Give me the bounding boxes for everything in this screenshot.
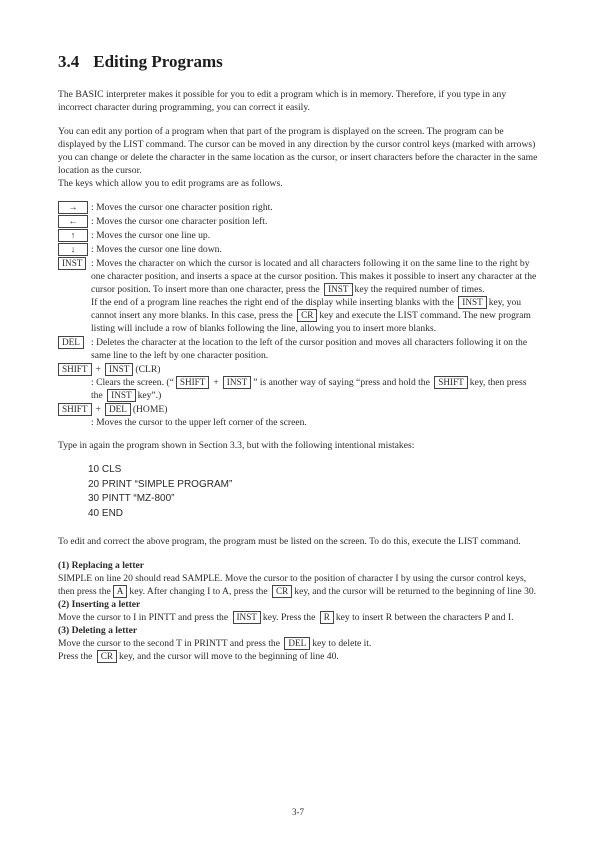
inst-key-inline: INST	[458, 296, 486, 309]
code-listing	[58, 463, 538, 521]
shift-key: SHIFT	[58, 363, 92, 376]
plus-sign: +	[213, 377, 219, 388]
code-line: 20 PRINT “SIMPLE PROGRAM”	[88, 478, 233, 490]
key-row-del	[58, 336, 538, 362]
up-arrow-key: ↑	[58, 229, 88, 242]
body-text: key. Press the	[262, 612, 316, 623]
body-text: Move the cursor to I in PINTT and press the	[58, 612, 229, 623]
inst-desc-text: key and execute the LIST command. The new program listing will include a row of blanks following the line, allowing you to insert more blanks.	[91, 310, 531, 334]
subsection-title: (1) Replacing a letter	[58, 560, 145, 571]
subsection-body	[58, 637, 538, 650]
r-key-inline: R	[320, 611, 334, 624]
inst-desc-text: key, you cannot insert any more blanks. In this case, press the	[91, 297, 522, 321]
del-key: DEL	[58, 336, 84, 349]
down-arrow-key: ↓	[58, 243, 88, 256]
body-text: SIMPLE on line 20 should read SAMPLE. Move the cursor to the position of character I by using the cursor control keys, then press the	[58, 573, 527, 597]
key-desc-inst	[91, 257, 538, 335]
clr-desc-text: key, then press the	[91, 377, 527, 401]
body-text: key. After changing I to A, press the	[129, 586, 268, 597]
code-line: 30 PINTT “MZ-800”	[88, 493, 175, 504]
key-combo-home	[58, 403, 538, 416]
key-desc-left: : Moves the cursor one character position left.	[91, 216, 268, 227]
del-key: DEL	[105, 403, 131, 416]
subsection-body	[58, 650, 538, 663]
home-label: (HOME)	[132, 404, 168, 415]
inst-key-inline: INST	[324, 283, 352, 296]
subsection-title: (3) Deleting a letter	[58, 625, 138, 636]
inst-desc-text: key the required number of times.	[354, 284, 485, 295]
subsection-replacing	[58, 559, 538, 598]
editing-paragraph: You can edit any portion of a program when that part of the program is displayed on the screen. The program can be displayed by the LIST command. The cursor can be moved in any direction by the cursor control keys (marked with arrows) you can change or delete the character in the same location as the cursor, or insert characters before the character in the same location as the cursor.	[58, 126, 538, 176]
key-combo-clr	[58, 363, 538, 376]
inst-key: INST	[105, 363, 133, 376]
retype-paragraph: Type in again the program shown in Section 3.3, but with the following intentional mistakes:	[58, 440, 415, 451]
inst-key-inline: INST	[233, 611, 261, 624]
cr-key-inline: CR	[97, 650, 117, 663]
editing-keys-lead: The keys which allow you to edit programs are as follows.	[58, 178, 283, 189]
clr-label: (CLR)	[135, 364, 161, 375]
shift-key: SHIFT	[58, 403, 92, 416]
body-text: key to insert R between the characters P and I.	[335, 612, 514, 623]
key-desc-up: : Moves the cursor one line up.	[91, 230, 211, 241]
body-text: Move the cursor to the second T in PRINTT and press the	[58, 638, 280, 649]
right-arrow-key: →	[58, 201, 88, 214]
plus-sign: +	[95, 404, 101, 415]
shift-key-inline: SHIFT	[434, 376, 468, 389]
subsection-deleting	[58, 624, 538, 663]
body-text: key, and the cursor will be returned to the beginning of line 30.	[294, 586, 537, 597]
inst-key: INST	[58, 257, 86, 270]
key-row-right	[58, 201, 538, 214]
a-key-inline: A	[113, 585, 128, 598]
key-desc-down: : Moves the cursor one line down.	[91, 244, 222, 255]
key-row-up	[58, 229, 538, 242]
body-text: Press the	[58, 651, 93, 662]
section-heading	[58, 52, 538, 72]
key-row-left	[58, 215, 538, 228]
subsection-inserting	[58, 598, 538, 624]
clr-desc-text: ” is another way of saying “press and hold the	[253, 377, 430, 388]
page-number: 3-7	[292, 807, 304, 817]
cr-key-inline: CR	[297, 309, 317, 322]
key-desc-clr	[58, 376, 538, 402]
intro-paragraph: The BASIC interpreter makes it possible for you to edit a program which is in memory. Therefore, if you type in any incorrect character during programming, you can correct it easily.	[58, 89, 507, 113]
inst-desc-text: : Moves the character on which the cursor is located and all characters following it on the same line to the right by one character position, and inserts a space at the cursor position. This makes it possible to insert any character at the cursor position. To insert more than one character, press the	[91, 258, 537, 295]
section-title: Editing Programs	[93, 52, 223, 71]
key-desc-del: : Deletes the character at the location to the left of the cursor position and moves all characters following it on the same line to the left by one character position.	[91, 337, 528, 361]
body-text: key to delete it.	[312, 638, 372, 649]
left-arrow-key: ←	[58, 215, 88, 228]
body-text: key, and the cursor will move to the beginning of line 40.	[119, 651, 339, 662]
key-row-down	[58, 243, 538, 256]
key-row-inst	[58, 257, 538, 335]
cr-key-inline: CR	[272, 585, 292, 598]
editing-keys-list	[58, 201, 538, 429]
key-desc-home: : Moves the cursor to the upper left corner of the screen.	[91, 417, 307, 428]
subsection-body	[58, 611, 538, 624]
del-key-inline: DEL	[284, 637, 310, 650]
clr-desc-text: : Clears the screen. (“	[91, 377, 174, 388]
plus-sign: +	[95, 364, 101, 375]
subsection-title: (2) Inserting a letter	[58, 599, 141, 610]
inst-key-inline: INST	[223, 376, 251, 389]
code-line: 10 CLS	[88, 464, 122, 475]
inst-desc-text: If the end of a program line reaches the right end of the display while inserting blanks with the	[91, 297, 454, 308]
key-desc-right: : Moves the cursor one character position right.	[91, 202, 273, 213]
list-paragraph: To edit and correct the above program, the program must be listed on the screen. To do this, execute the LIST command.	[58, 536, 521, 547]
subsection-body	[58, 572, 538, 598]
shift-key-inline: SHIFT	[176, 376, 210, 389]
code-line: 40 END	[88, 507, 124, 519]
clr-desc-text: key”.)	[137, 390, 162, 401]
inst-key-inline: INST	[107, 389, 135, 402]
section-number: 3.4	[58, 52, 80, 71]
